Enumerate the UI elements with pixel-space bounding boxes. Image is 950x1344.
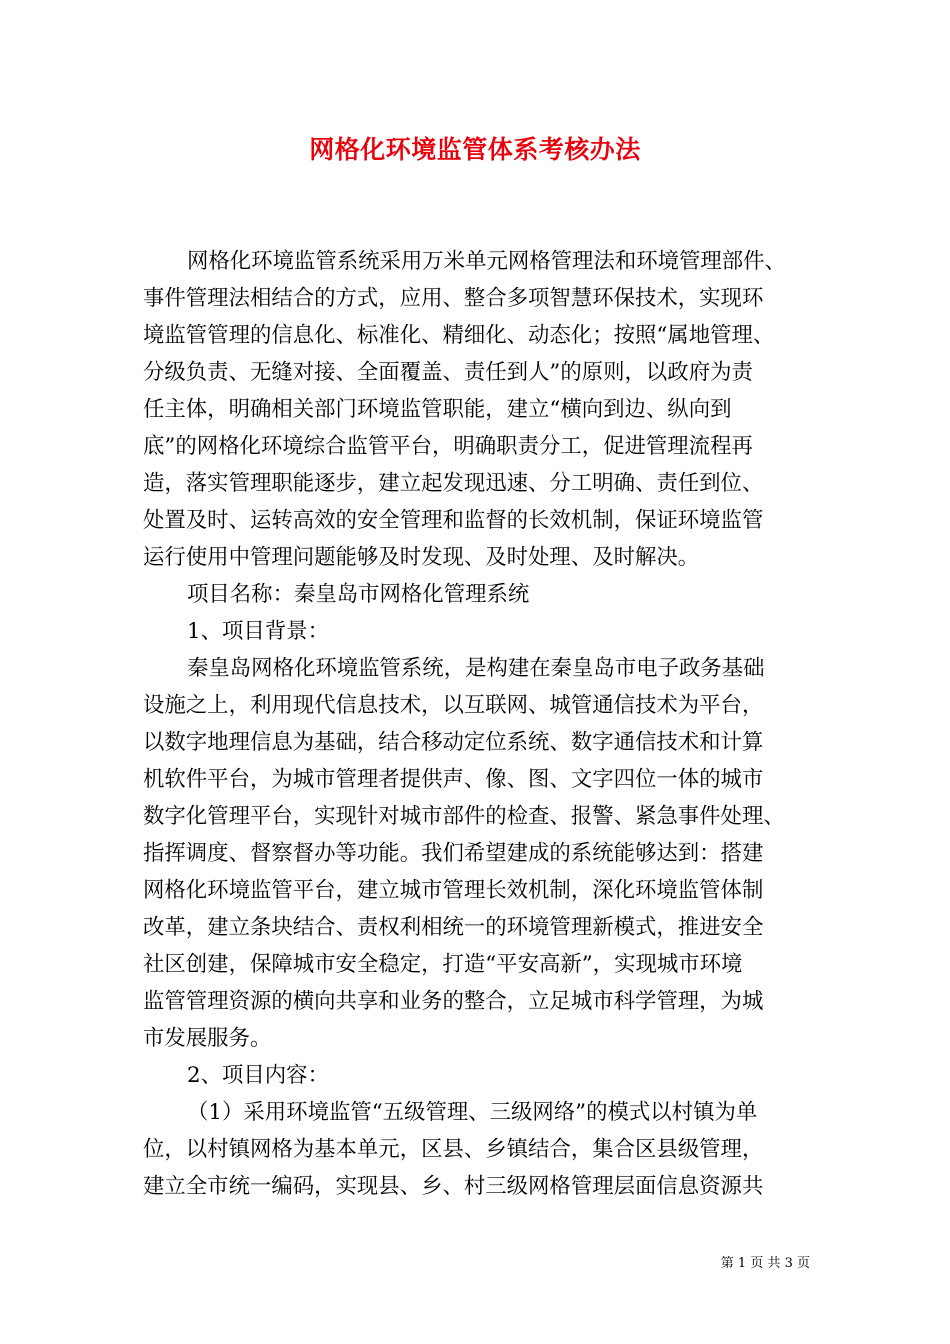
text-line: 任主体，明确相关部门环境监管职能，建立“横向到边、纵向到	[143, 397, 732, 422]
text-line: 社区创建，保障城市安全稳定，打造“平安高新”，实现城市环境	[143, 952, 743, 977]
text-line: 分级负责、无缝对接、全面覆盖、责任到人”的原则，以政府为责	[143, 360, 753, 385]
text-line: 事件管理法相结合的方式，应用、整合多项智慧环保技术，实现环	[143, 286, 764, 311]
text-line: 2、项目内容：	[187, 1063, 329, 1088]
text-line: 建立全市统一编码，实现县、乡、村三级网格管理层面信息资源共	[143, 1174, 764, 1199]
text-line: 项目名称：秦皇岛市网格化管理系统	[187, 582, 530, 607]
text-line: 处置及时、运转高效的安全管理和监督的长效机制，保证环境监管	[143, 508, 764, 533]
heading-project-background	[143, 613, 811, 650]
text-line: 以数字地理信息为基础，结合移动定位系统、数字通信技术和计算	[143, 730, 764, 755]
text-line: 底”的网格化环境综合监管平台，明确职责分工，促进管理流程再	[143, 434, 753, 459]
text-line: 数字化管理平台，实现针对城市部件的检查、报警、紧急事件处理、	[143, 804, 785, 829]
paragraph-project-name	[143, 576, 811, 613]
text-line: 机软件平台，为城市管理者提供声、像、图、文字四位一体的城市	[143, 767, 764, 792]
text-line: 境监管管理的信息化、标准化、精细化、动态化；按照“属地管理、	[143, 323, 775, 348]
text-line: 指挥调度、督察督办等功能。我们希望建成的系统能够达到：搭建	[143, 841, 764, 866]
paragraph-intro	[143, 243, 811, 576]
paragraph-content-1	[143, 1094, 811, 1205]
document-body	[143, 243, 811, 1205]
text-line: 市发展服务。	[143, 1026, 272, 1051]
text-line: （1）采用环境监管“五级管理、三级网络”的模式以村镇为单	[187, 1100, 758, 1125]
text-line: 设施之上，利用现代信息技术，以互联网、城管通信技术为平台，	[143, 693, 764, 718]
text-line: 秦皇岛网格化环境监管系统，是构建在秦皇岛市电子政务基础	[187, 656, 765, 681]
text-line: 监管管理资源的横向共享和业务的整合，立足城市科学管理，为城	[143, 989, 764, 1014]
paragraph-background	[143, 650, 811, 1057]
text-line: 改革，建立条块结合、责权利相统一的环境管理新模式，推进安全	[143, 915, 764, 940]
text-line: 网格化环境监管平台，建立城市管理长效机制，深化环境监管体制	[143, 878, 764, 903]
text-line: 网格化环境监管系统采用万米单元网格管理法和环境管理部件、	[187, 249, 786, 274]
text-line: 运行使用中管理问题能够及时发现、及时处理、及时解决。	[143, 545, 700, 570]
text-line: 1、项目背景：	[187, 619, 329, 644]
text-line: 造，落实管理职能逐步，建立起发现迅速、分工明确、责任到位、	[143, 471, 764, 496]
text-line: 位，以村镇网格为基本单元，区县、乡镇结合，集合区县级管理，	[143, 1137, 764, 1162]
document-title: 网格化环境监管体系考核办法	[309, 135, 641, 164]
page-number-footer: 第 1 页 共 3 页	[720, 1256, 810, 1271]
heading-project-content	[143, 1057, 811, 1094]
